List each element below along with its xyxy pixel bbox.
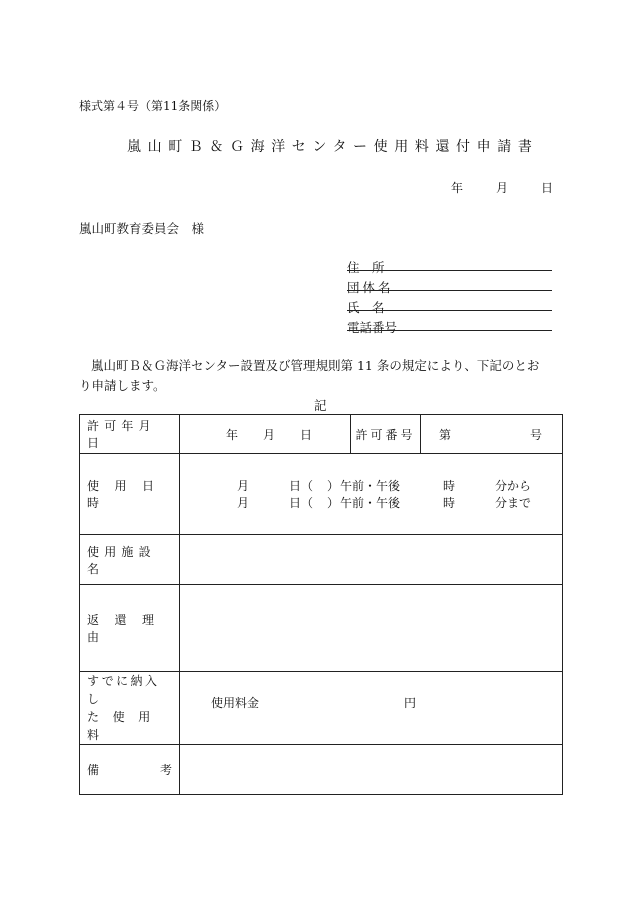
date-line	[451, 179, 553, 196]
remarks-label-right: 考	[159, 763, 172, 777]
from-month: 月	[237, 479, 250, 493]
applicant-group-label: 団体名	[347, 280, 394, 295]
permit-month-label: 月	[262, 427, 275, 442]
paid-label-line2: た使用料	[87, 710, 164, 742]
permit-date-label	[87, 417, 172, 451]
from-ampm: 午前・午後	[340, 479, 401, 493]
reason-label: 返還理由	[87, 613, 170, 644]
applicant-name-field[interactable]	[347, 295, 552, 311]
addressee: 嵐山町教育委員会 様	[79, 221, 205, 236]
from-minute: 分から	[495, 479, 532, 493]
reason-label-cell	[80, 585, 180, 672]
permit-date-label-text: 許可年月日	[87, 419, 156, 450]
body-text-line2: り申請します。	[79, 378, 166, 393]
permit-no-label: 許可番号	[355, 427, 416, 442]
remarks-label-left: 備	[87, 763, 100, 777]
permit-year-label: 年	[226, 427, 239, 442]
paid-fee-field[interactable]	[180, 672, 563, 745]
applicant-address-label: 住 所	[347, 260, 385, 275]
to-month: 月	[237, 496, 250, 510]
paid-fee-row	[80, 672, 563, 745]
use-datetime-field[interactable]	[180, 454, 563, 535]
paid-label-cell	[80, 672, 180, 745]
applicant-name-label: 氏 名	[347, 300, 385, 315]
facility-label: 使用施設名	[87, 544, 156, 576]
yen-label: 円	[404, 696, 417, 710]
remarks-field[interactable]	[180, 745, 563, 795]
permit-no-field[interactable]	[421, 415, 563, 454]
facility-row	[80, 535, 563, 585]
reason-field[interactable]	[180, 585, 563, 672]
to-hour: 時	[443, 496, 456, 510]
permit-no-suffix: 号	[529, 427, 542, 442]
applicant-phone-label: 電話番号	[347, 320, 398, 335]
applicant-address-field[interactable]	[347, 255, 552, 271]
permit-day-label: 日	[299, 427, 312, 442]
applicant-group-field[interactable]	[347, 275, 552, 291]
remarks-label-cell	[80, 745, 180, 795]
permit-date-field[interactable]	[180, 415, 351, 454]
applicant-phone-field[interactable]	[347, 315, 552, 331]
reason-row	[80, 585, 563, 672]
body-text-line1: 嵐山町Ｂ＆Ｇ海洋センター設置及び管理規則第 11 条の規定により、下記のとお	[91, 358, 540, 373]
from-day: 日（	[289, 479, 314, 493]
to-minute: 分まで	[495, 496, 532, 510]
from-paren-close: ）	[327, 479, 340, 493]
date-year-label: 年	[451, 181, 464, 195]
permit-no-prefix: 第	[439, 427, 452, 442]
application-table	[79, 414, 563, 795]
use-datetime-label-cell	[80, 454, 180, 535]
fee-label: 使用料金	[211, 696, 260, 710]
use-datetime-row	[80, 454, 563, 535]
use-from-line	[180, 454, 562, 494]
from-hour: 時	[443, 479, 456, 493]
facility-field[interactable]	[180, 535, 563, 585]
use-to-line	[180, 494, 562, 534]
to-ampm: 午前・午後	[340, 496, 401, 510]
permit-date-label-cell	[80, 415, 180, 454]
to-paren-close: ）	[327, 496, 340, 510]
facility-label-cell	[80, 535, 180, 585]
form-number: 様式第４号（第11条関係）	[79, 99, 227, 113]
date-month-label: 月	[495, 181, 508, 195]
permit-no-label-cell	[351, 415, 421, 454]
date-day-label: 日	[540, 181, 553, 195]
permit-row	[80, 415, 563, 454]
use-datetime-label: 使用日時	[87, 479, 170, 510]
remarks-row	[80, 745, 563, 795]
form-title: 嵐山町Ｂ＆Ｇ海洋センター使用料還付申請書	[127, 139, 539, 155]
ki-label: 記	[314, 398, 327, 413]
paid-label-line1: すでに納入し	[87, 674, 160, 706]
to-day: 日（	[289, 496, 314, 510]
